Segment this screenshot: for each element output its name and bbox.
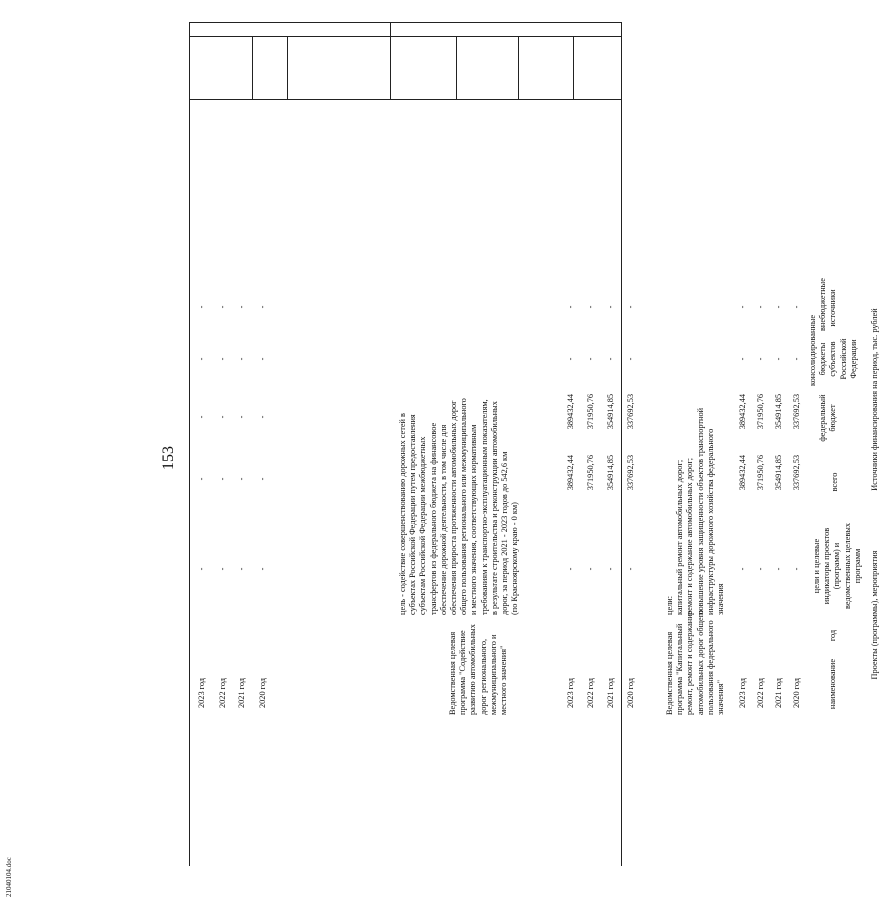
row-extra: -	[237, 305, 246, 309]
header-year: год	[828, 629, 837, 642]
program2-name: Ведомственная целевая программа "Содействие развитию автомобильных дорог регионального, межмуниципального и местного значения"	[448, 624, 509, 715]
row-federal: 371950,76	[756, 394, 765, 430]
row-federal: -	[237, 415, 246, 419]
row-year: 2020 год	[258, 678, 267, 708]
row-federal: 389432,44	[566, 394, 575, 430]
row-year: 2022 год	[586, 678, 595, 708]
row-extra: -	[792, 305, 801, 309]
row-year: 2020 год	[792, 678, 801, 708]
row-year: 2020 год	[626, 678, 635, 708]
row-total: 371950,76	[586, 455, 595, 491]
row-federal: -	[218, 415, 227, 419]
row-extra: -	[756, 305, 765, 309]
row-year: 2023 год	[738, 678, 747, 708]
row-year: 2023 год	[197, 678, 206, 708]
row-total: 337692,53	[792, 455, 801, 491]
row-year: 2022 год	[756, 678, 765, 708]
row-year: 2021 год	[606, 678, 615, 708]
row-total: -	[237, 477, 246, 481]
row-federal: 354914,85	[606, 394, 615, 430]
row-total: 354914,85	[774, 455, 783, 491]
row-federal: 389432,44	[738, 394, 747, 430]
table-right-border	[621, 23, 622, 866]
col-rule-regional-extra	[573, 37, 574, 100]
col-rule-goals-total	[390, 23, 391, 100]
row-goal-dash: -	[237, 567, 246, 571]
header-federal: федеральный бюджет	[818, 394, 838, 442]
table-left-border	[189, 23, 190, 866]
row-regional: -	[258, 357, 267, 361]
row-regional: -	[237, 357, 246, 361]
row-year: 2021 год	[774, 678, 783, 708]
row-extra: -	[566, 305, 575, 309]
header-total: всего	[830, 472, 839, 492]
col-rule-total-federal	[456, 37, 457, 100]
row-regional: -	[218, 357, 227, 361]
row-federal: 354914,85	[774, 394, 783, 430]
document-id: 21040104.doc	[5, 857, 13, 897]
row-goal-dash: -	[197, 567, 206, 571]
row-regional: -	[738, 357, 747, 361]
program1-goals: цели: капитальный ремонт автомобильных дорог; ремонт и содержание автомобильных дорог; повышение уровня защищенности объектов транспортной инфраструктуры дорожного хозяйства федерального значения	[665, 407, 726, 615]
row-federal: 337692,53	[626, 394, 635, 430]
program2-goals: цель - содействие совершенствованию дорожных сетей в субъектах Российской Федерации путем предоставления субъектам Российской Федерации межбюджетных трансфертов из федерального бюджета на финансовое обеспечение дорожной деятельности, в том числе для обеспечения прироста протяженности автомобильных дорог общего пользования регионального или межмуниципального и местного значения, соответствующих нормативным требованиям к транспортно-эксплуатационным показателям, в результате строительства и реконструкции автомобильных дорог, за период 2021 - 2023 годов до 542,6 км (по Красноярскому краю - 0 км)	[398, 398, 520, 615]
row-extra: -	[738, 305, 747, 309]
row-regional: -	[197, 357, 206, 361]
row-extra: -	[586, 305, 595, 309]
page-number: 153	[160, 446, 177, 470]
row-federal: -	[197, 415, 206, 419]
group-header-rule-sources	[390, 36, 621, 37]
row-goal-dash: -	[218, 567, 227, 571]
row-total: 354914,85	[606, 455, 615, 491]
header-extrabudget: внебюджетные источники	[818, 278, 838, 331]
col-rule-federal-regional	[518, 37, 519, 100]
row-total: 337692,53	[626, 455, 635, 491]
row-goal-dash: -	[626, 567, 635, 571]
row-extra: -	[218, 305, 227, 309]
row-regional: -	[626, 357, 635, 361]
row-federal: 337692,53	[792, 394, 801, 430]
table-top-border	[189, 22, 622, 23]
row-goal-dash: -	[566, 567, 575, 571]
row-extra: -	[606, 305, 615, 309]
row-total: -	[258, 477, 267, 481]
row-goal-dash: -	[738, 567, 747, 571]
header-regional: консолидированные бюджеты субъектов Российской Федерации	[808, 314, 858, 386]
header-group-sources: Источники финансирования на период, тыс. рублей	[870, 308, 879, 491]
row-regional: -	[586, 357, 595, 361]
row-regional: -	[606, 357, 615, 361]
header-group-projects: Проекты (программы), мероприятия	[870, 550, 879, 680]
row-extra: -	[197, 305, 206, 309]
header-bottom-border	[189, 99, 622, 100]
row-total: 389432,44	[738, 455, 747, 491]
header-goals: цели и целевые индикаторы проектов (программ) и ведомственных целевых программ	[812, 522, 862, 610]
row-total: -	[197, 477, 206, 481]
row-goal-dash: -	[586, 567, 595, 571]
row-year: 2023 год	[566, 678, 575, 708]
row-total: 371950,76	[756, 455, 765, 491]
row-federal: 371950,76	[586, 394, 595, 430]
row-extra: -	[774, 305, 783, 309]
row-total: -	[218, 477, 227, 481]
row-goal-dash: -	[774, 567, 783, 571]
col-rule-name-year	[252, 37, 253, 100]
row-year: 2021 год	[237, 678, 246, 708]
row-regional: -	[756, 357, 765, 361]
program1-name: Ведомственная целевая программа "Капитальный ремонт, ремонт и содержание автомобильных дорог общего пользования федерального значения"	[665, 609, 726, 715]
header-name: наименование	[828, 658, 837, 710]
row-year: 2022 год	[218, 678, 227, 708]
row-goal-dash: -	[606, 567, 615, 571]
row-regional: -	[792, 357, 801, 361]
row-regional: -	[774, 357, 783, 361]
row-federal: -	[258, 415, 267, 419]
row-regional: -	[566, 357, 575, 361]
row-goal-dash: -	[258, 567, 267, 571]
row-extra: -	[258, 305, 267, 309]
row-extra: -	[626, 305, 635, 309]
row-total: 389432,44	[566, 455, 575, 491]
row-goal-dash: -	[792, 567, 801, 571]
col-rule-year-goals	[287, 37, 288, 100]
row-goal-dash: -	[756, 567, 765, 571]
group-header-rule-projects	[189, 36, 390, 37]
